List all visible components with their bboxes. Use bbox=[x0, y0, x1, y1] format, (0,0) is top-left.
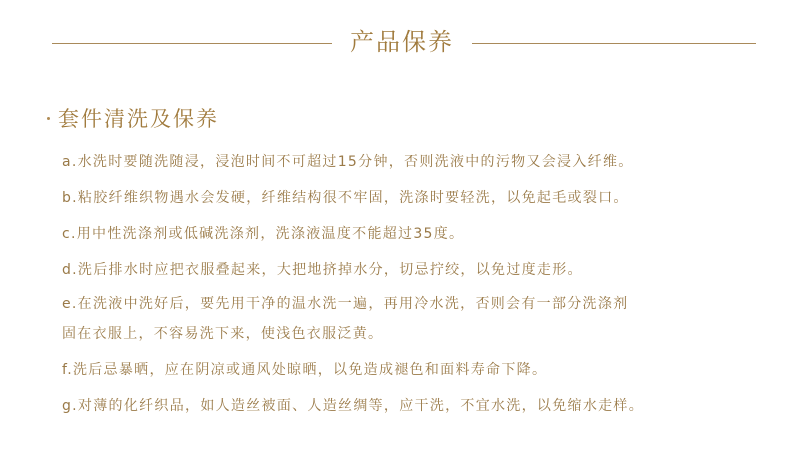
page-title: 产品保养 bbox=[350, 28, 454, 56]
section-heading: 套件清洗及保养 bbox=[58, 107, 219, 131]
title-divider-left bbox=[52, 43, 332, 44]
care-item-f: f.洗后忌暴晒，应在阴凉或通风处晾晒，以免造成褪色和面料寿命下降。 bbox=[62, 362, 548, 378]
care-item-d: d.洗后排水时应把衣服叠起来，大把地挤掉水分，切忌拧绞，以免过度走形。 bbox=[62, 262, 583, 278]
bullet-dot-icon bbox=[47, 117, 50, 120]
care-item-c: c.用中性洗涤剂或低碱洗涤剂，洗涤液温度不能超过35度。 bbox=[62, 226, 465, 242]
title-divider-right bbox=[472, 43, 756, 44]
care-item-e: e.在洗液中洗好后，要先用干净的温水洗一遍，再用冷水洗，否则会有一部分洗涤剂 bbox=[62, 296, 629, 312]
care-item-g: g.对薄的化纤织品，如人造丝被面、人造丝绸等，应干洗，不宜水洗，以免缩水走样。 bbox=[62, 398, 645, 414]
care-item-a: a.水洗时要随洗随浸，浸泡时间不可超过15分钟，否则洗液中的污物又会浸入纤维。 bbox=[62, 154, 634, 170]
care-item-e-continued: 固在衣服上，不容易洗下来，使浅色衣服泛黄。 bbox=[62, 326, 384, 342]
care-item-b: b.粘胶纤维织物遇水会发硬，纤维结构很不牢固，洗涤时要轻洗，以免起毛或裂口。 bbox=[62, 190, 629, 206]
